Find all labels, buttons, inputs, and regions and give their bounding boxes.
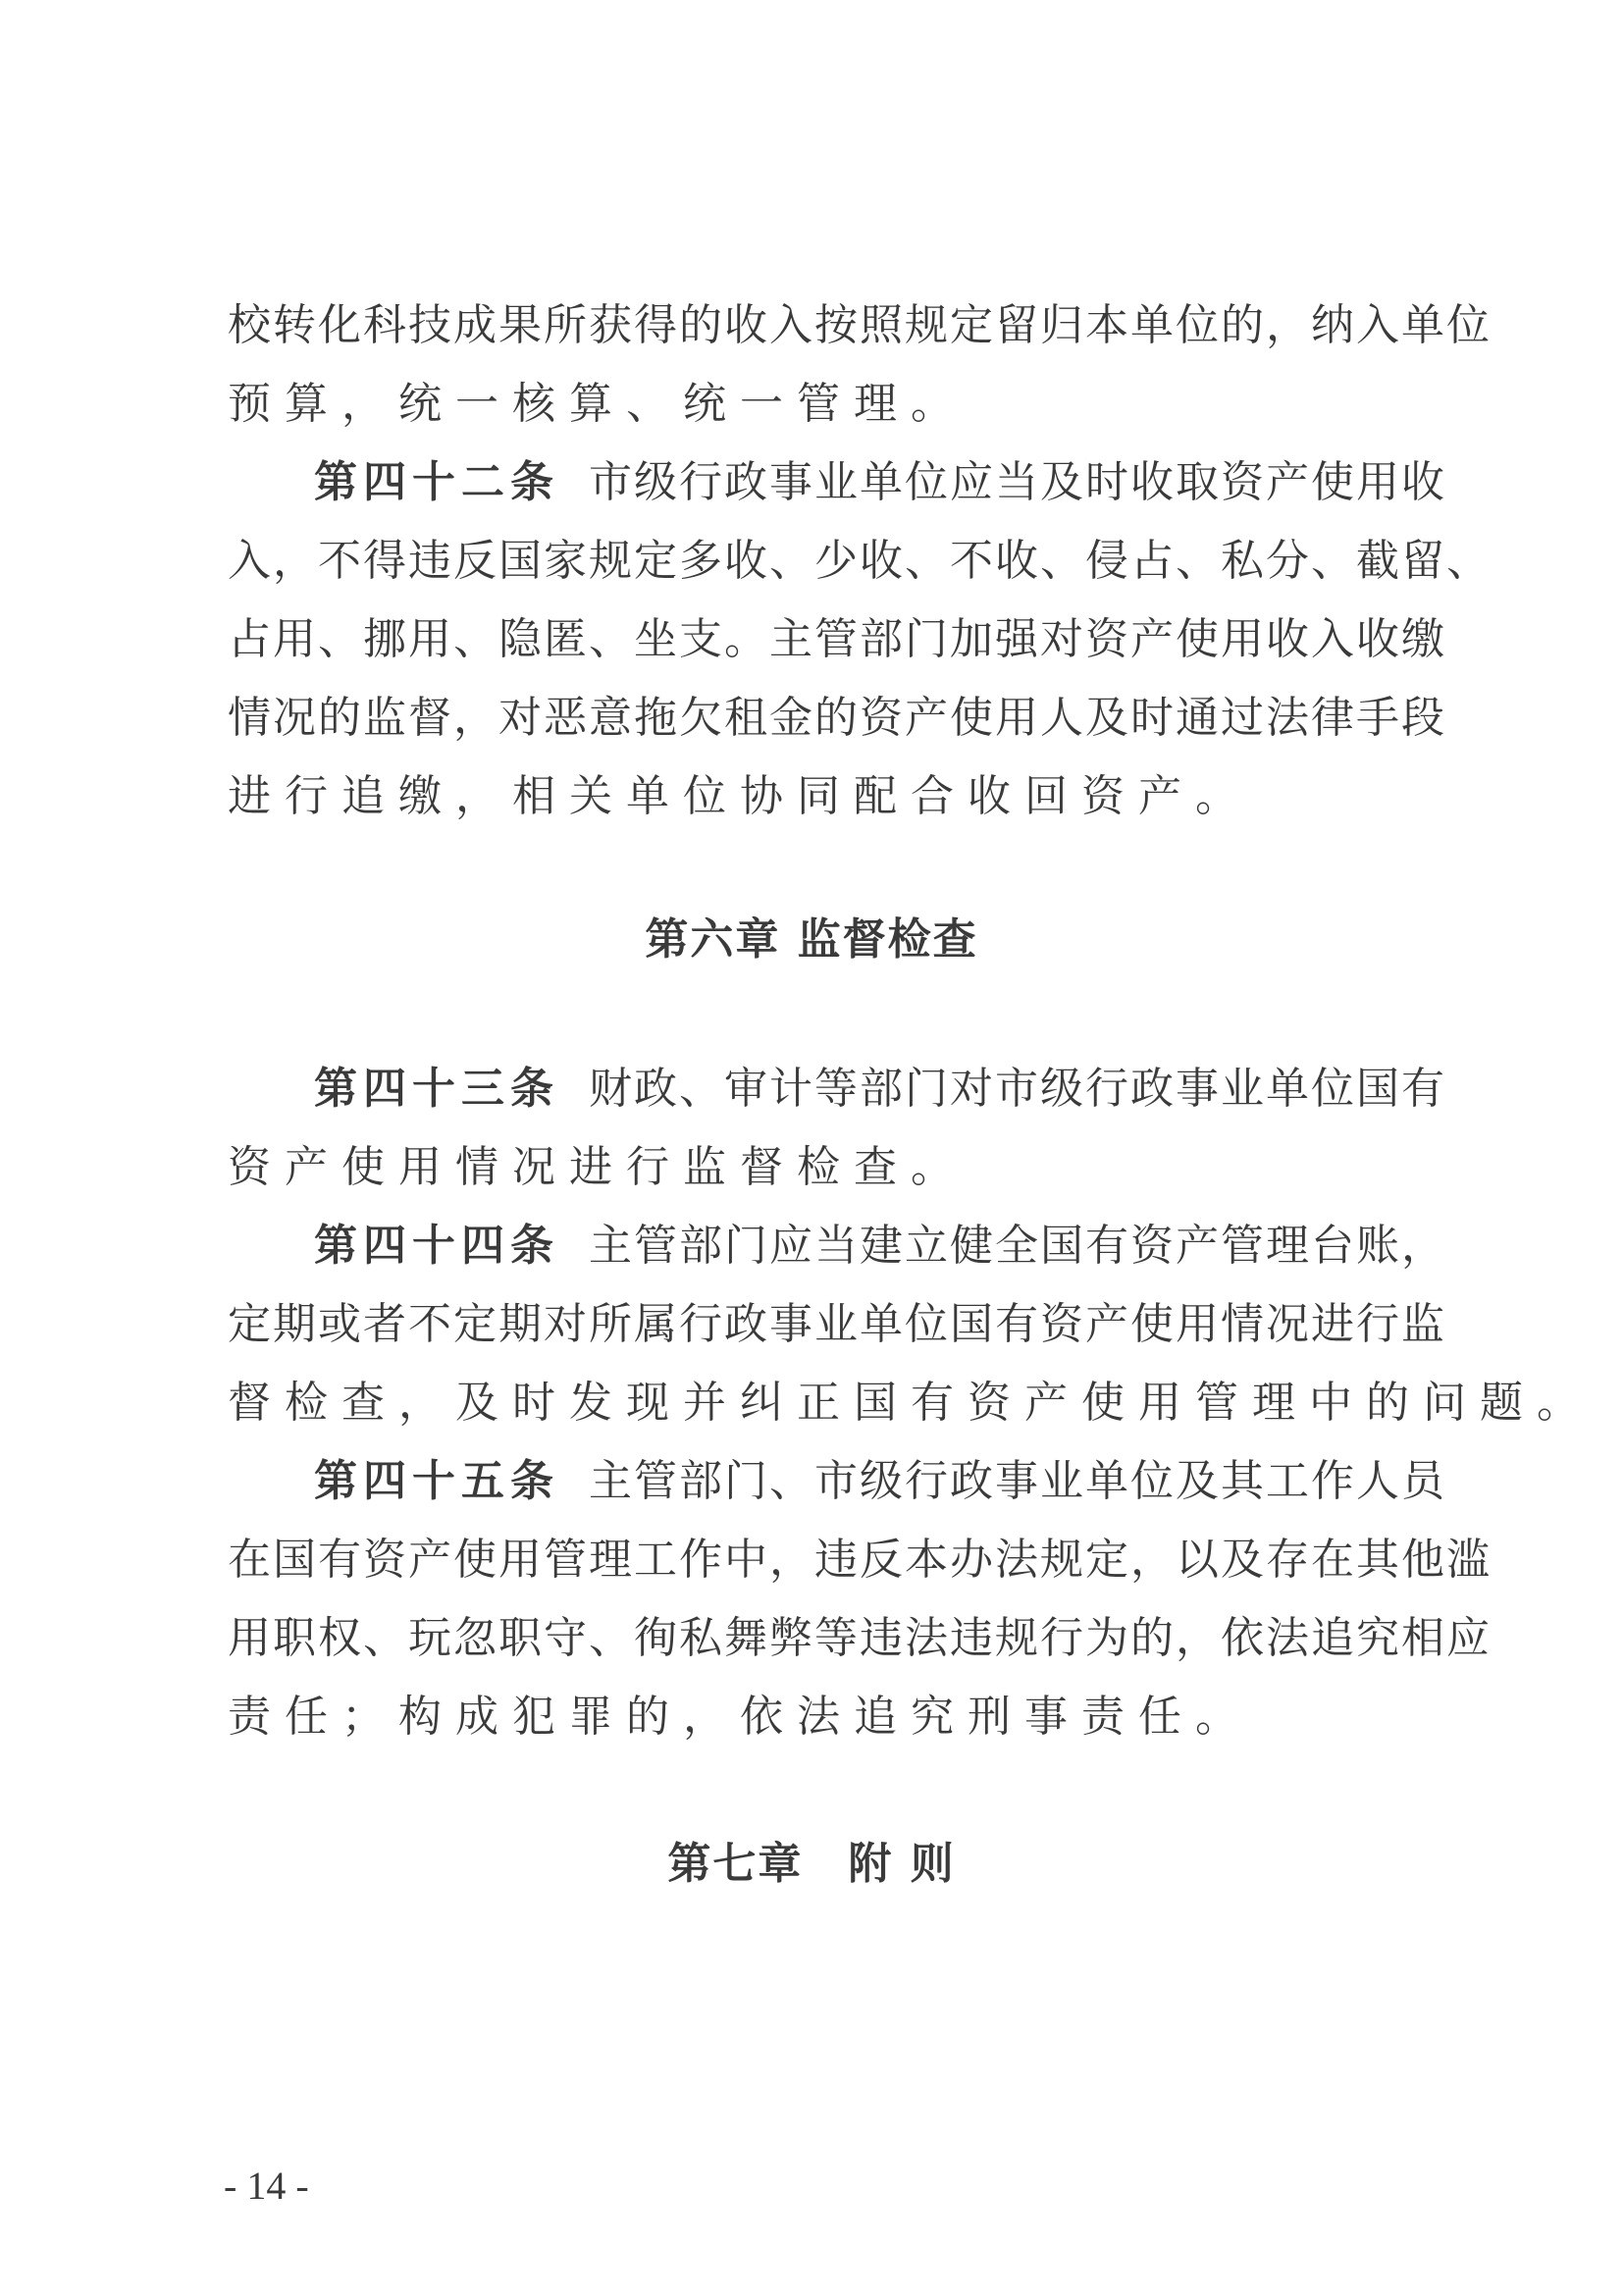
article-text: 主管部门应当建立健全国有资产管理台账，: [589, 1221, 1446, 1271]
article-45-first-line: [314, 1442, 1446, 1521]
paragraph-line: 情况的监督，对恶意拖欠租金的资产使用人及时通过法律手段: [228, 693, 1446, 743]
paragraph-line: 预算，统一核算、统一管理。: [228, 379, 968, 429]
paragraph-line: 进行追缴，相关单位协同配合收回资产。: [228, 771, 1252, 821]
article-label: 第四十四条: [314, 1221, 559, 1271]
article-44-first-line: [314, 1207, 1446, 1285]
paragraph-line: 责任；构成犯罪的，依法追究刑事责任。: [228, 1692, 1252, 1742]
paragraph-line: 用职权、玩忽职守、徇私舞弊等违法违规行为的，依法追究相应: [228, 1613, 1492, 1663]
paragraph-line: 在国有资产使用管理工作中，违反本办法规定，以及存在其他滥: [228, 1535, 1492, 1585]
article-text: 主管部门、市级行政事业单位及其工作人员: [589, 1456, 1446, 1506]
article-label: 第四十三条: [314, 1064, 559, 1114]
article-43-first-line: [314, 1050, 1446, 1128]
page-number: - 14 -: [224, 2164, 309, 2208]
chapter-heading: 第六章 监督检查: [645, 914, 978, 965]
article-label: 第四十二条: [314, 457, 559, 507]
article-text: 市级行政事业单位应当及时收取资产使用收: [589, 457, 1446, 507]
paragraph-line: 入，不得违反国家规定多收、少收、不收、侵占、私分、截留、: [228, 536, 1492, 586]
article-42-first-line: [314, 444, 1446, 522]
paragraph-line: 校转化科技成果所获得的收入按照规定留归本单位的，纳入单位: [228, 300, 1492, 350]
paragraph-line: 督检查，及时发现并纠正国有资产使用管理中的问题。: [228, 1378, 1594, 1428]
article-text: 财政、审计等部门对市级行政事业单位国有: [589, 1064, 1446, 1114]
paragraph-line: 资产使用情况进行监督检查。: [228, 1142, 968, 1192]
paragraph-line: 定期或者不定期对所属行政事业单位国有资产使用情况进行监: [228, 1299, 1446, 1349]
paragraph-line: 占用、挪用、隐匿、坐支。主管部门加强对资产使用收入收缴: [228, 614, 1446, 664]
article-label: 第四十五条: [314, 1456, 559, 1506]
chapter-heading: 第七章 附 则: [667, 1839, 956, 1889]
